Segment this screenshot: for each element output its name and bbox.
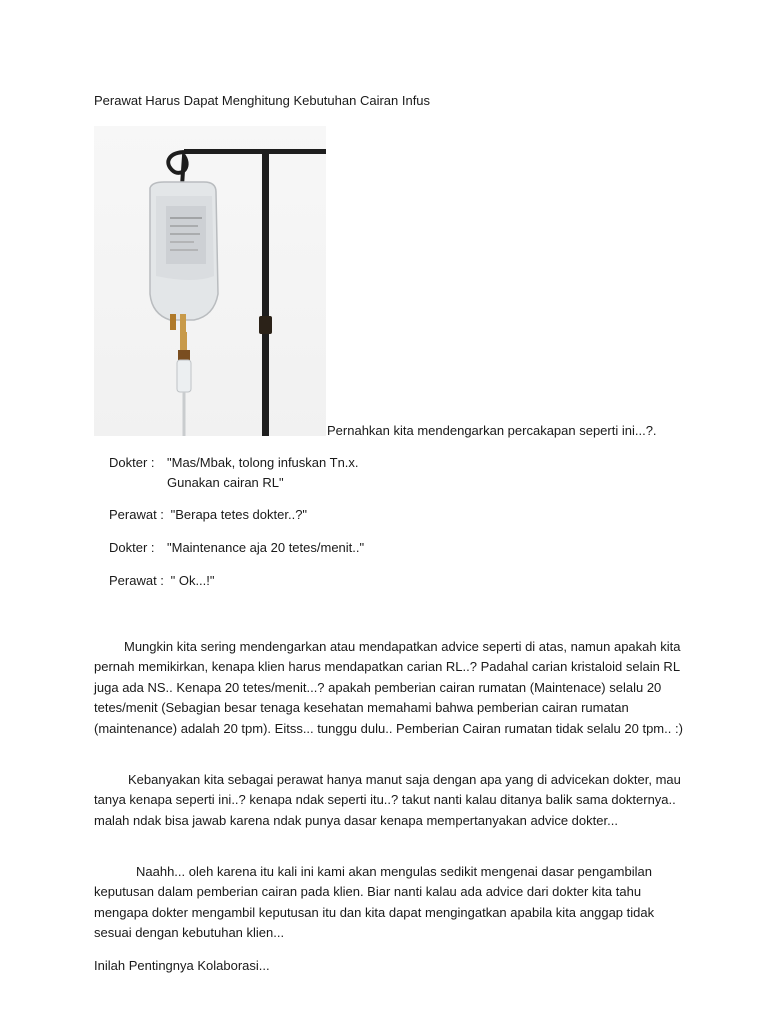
speaker-label: Dokter : <box>109 455 155 470</box>
body-paragraph: Kebanyakan kita sebagai perawat hanya manut saja dengan apa yang di advicekan dokter, mau tanya kenapa seperti ini..? kenapa ndak seperti itu..? takut nanti kalau ditanya balik sama dokternya.. malah ndak bisa jawab karena ndak punya dasar kenapa mempertanyakan advice dokter... <box>94 772 681 828</box>
dialogue-text: "Berapa tetes dokter..?" <box>167 507 308 522</box>
spike <box>180 332 187 352</box>
dialogue-text: Gunakan cairan RL" <box>167 475 284 490</box>
body-paragraph: Mungkin kita sering mendengarkan atau mendapatkan advice seperti di atas, namun apakah kita pernah memikirkan, kenapa klien harus mendapatkan carian RL..? Padahal carian kristaloid selain RL juga ada NS.. Kenapa 20 tetes/menit...? apakah pemberian cairan rumatan (Maintenace) selalu 20 tetes/menit (Sebagian besar tenaga kesehatan memahami bahwa pemberian cairan rumatan (maintenance) adalah 20 tpm). Eitss... tunggu dulu.. Pemberian Cairan rumatan tidak selalu 20 tpm.. :) <box>94 639 683 736</box>
drip-connector <box>178 350 190 360</box>
bag-port <box>170 314 176 330</box>
dialogue-line <box>109 540 364 555</box>
document-title: Perawat Harus Dapat Menghitung Kebutuhan Cairan Infus <box>94 93 431 108</box>
pole-clamp <box>259 316 272 334</box>
iv-bag-photo <box>94 126 326 436</box>
dialogue-text: " Ok...!" <box>167 573 215 588</box>
dialogue-text: "Mas/Mbak, tolong infuskan Tn.x. <box>167 455 359 470</box>
hook-icon <box>168 152 186 186</box>
dialogue-line-continued <box>167 475 284 490</box>
bag-port <box>180 314 186 332</box>
iv-stand-illustration <box>94 126 326 436</box>
speaker-label: Dokter : <box>109 540 155 555</box>
iv-pole <box>262 150 269 436</box>
speaker-label: Perawat : <box>109 507 164 522</box>
bag-label <box>166 206 206 264</box>
speaker-label: Perawat : <box>109 573 164 588</box>
dialogue-line <box>109 507 307 522</box>
dialogue-text: "Maintenance aja 20 tetes/menit.." <box>167 540 365 555</box>
iv-arm <box>184 149 326 154</box>
closing-line: Inilah Pentingnya Kolaborasi... <box>94 958 270 973</box>
dialogue-line <box>109 573 215 588</box>
body-paragraph: Naahh... oleh karena itu kali ini kami akan mengulas sedikit mengenai dasar pengambilan keputusan dalam pemberian cairan pada klien. Biar nanti kalau ada advice dari dokter kita tahu mengapa dokter mengambil keputusan itu dan kita dapat mengingatkan apabila kita anggap tidak sesuai dengan kebutuhan klien... <box>94 864 655 941</box>
dialogue-line <box>109 455 359 470</box>
drip-chamber <box>177 360 191 392</box>
intro-text: Pernahkan kita mendengarkan percakapan seperti ini...?. <box>327 423 657 438</box>
